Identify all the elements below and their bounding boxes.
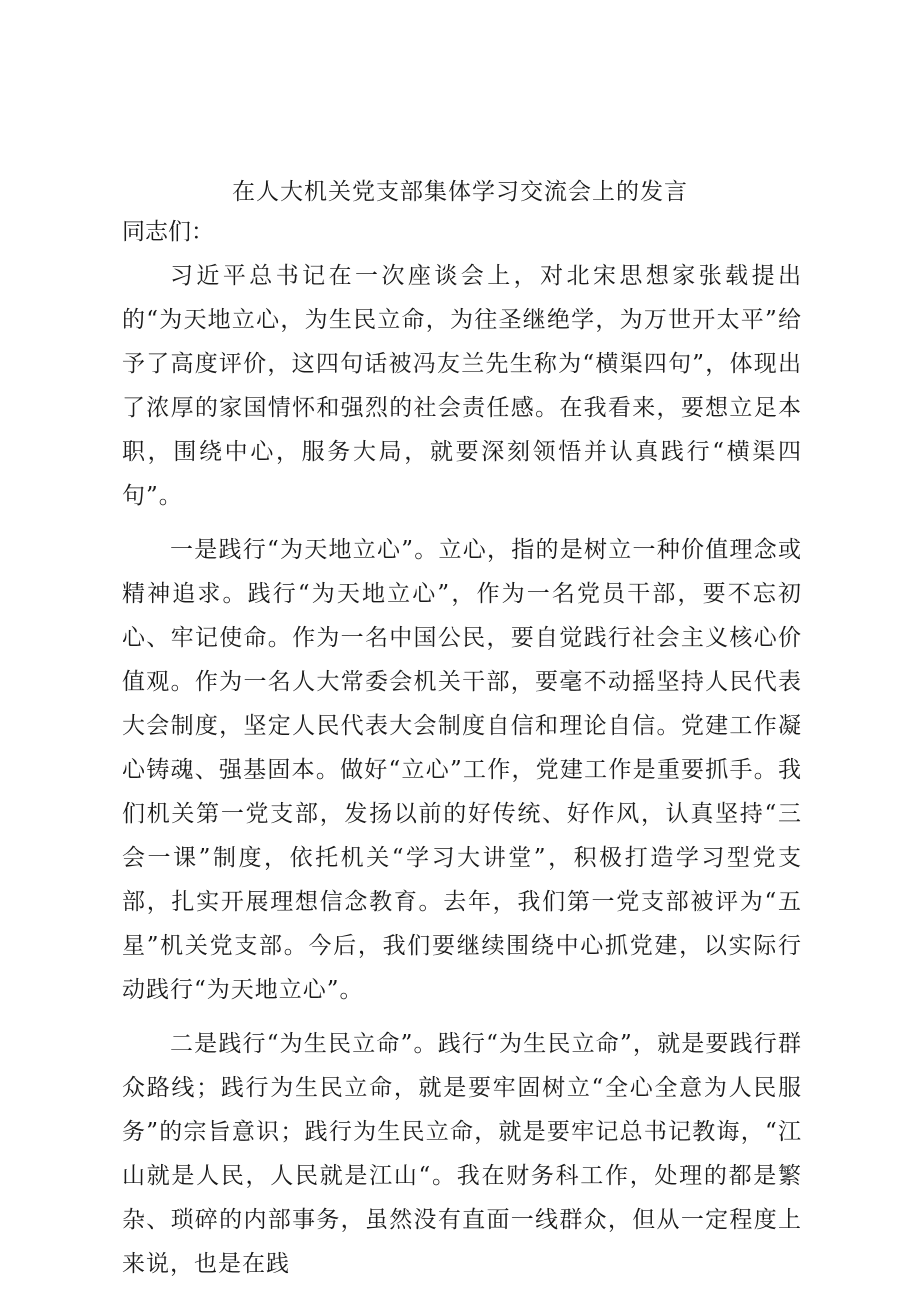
paragraph-point-two: 二是践行“为生民立命”。践行“为生民立命”，就是要践行群众路线；践行为生民立命，就是要牢固树立“全心全意为人民服务”的宗旨意识；践行为生民立命，就是要牢记总书记教诲，“江山就是人民，人民就是江山“。我在财务科工作，处理的都是繁杂、琐碎的内部事务，虽然没有直面一线群众，但从一定程度上来说，也是在践 xyxy=(122,1031,802,1277)
document-body xyxy=(122,254,802,1296)
salutation: 同志们： xyxy=(122,219,214,245)
paragraph-point-one: 一是践行“为天地立心”。立心，指的是树立一种价值理念或精神追求。践行“为天地立心”，作为一名党员干部，要不忘初心、牢记使命。作为一名中国公民，要自觉践行社会主义核心价值观。作为一名人大常委会机关干部，要毫不动摇坚持人民代表大会制度，坚定人民代表大会制度自信和理论自信。党建工作凝心铸魂、强基固本。做好“立心”工作，党建工作是重要抓手。我们机关第一党支部，发扬以前的好传统、好作风，认真坚持“三会一课”制度，依托机关“学习大讲堂”，积极打造学习型党支部，扎实开展理想信念教育。去年，我们第一党支部被评为“五星”机关党支部。今后，我们要继续围绕中心抓党建，以实际行动践行“为天地立心”。 xyxy=(122,537,802,1003)
document-title: 在人大机关党支部集体学习交流会上的发言 xyxy=(232,179,688,205)
paragraph-intro: 习近平总书记在一次座谈会上，对北宋思想家张载提出的“为天地立心，为生民立命，为往圣继绝学，为万世开太平”给予了高度评价，这四句话被冯友兰先生称为“横渠四句”，体现出了浓厚的家国情怀和强烈的社会责任感。在我看来，要想立足本职，围绕中心，服务大局，就要深刻领悟并认真践行“横渠四句”。 xyxy=(122,263,802,509)
